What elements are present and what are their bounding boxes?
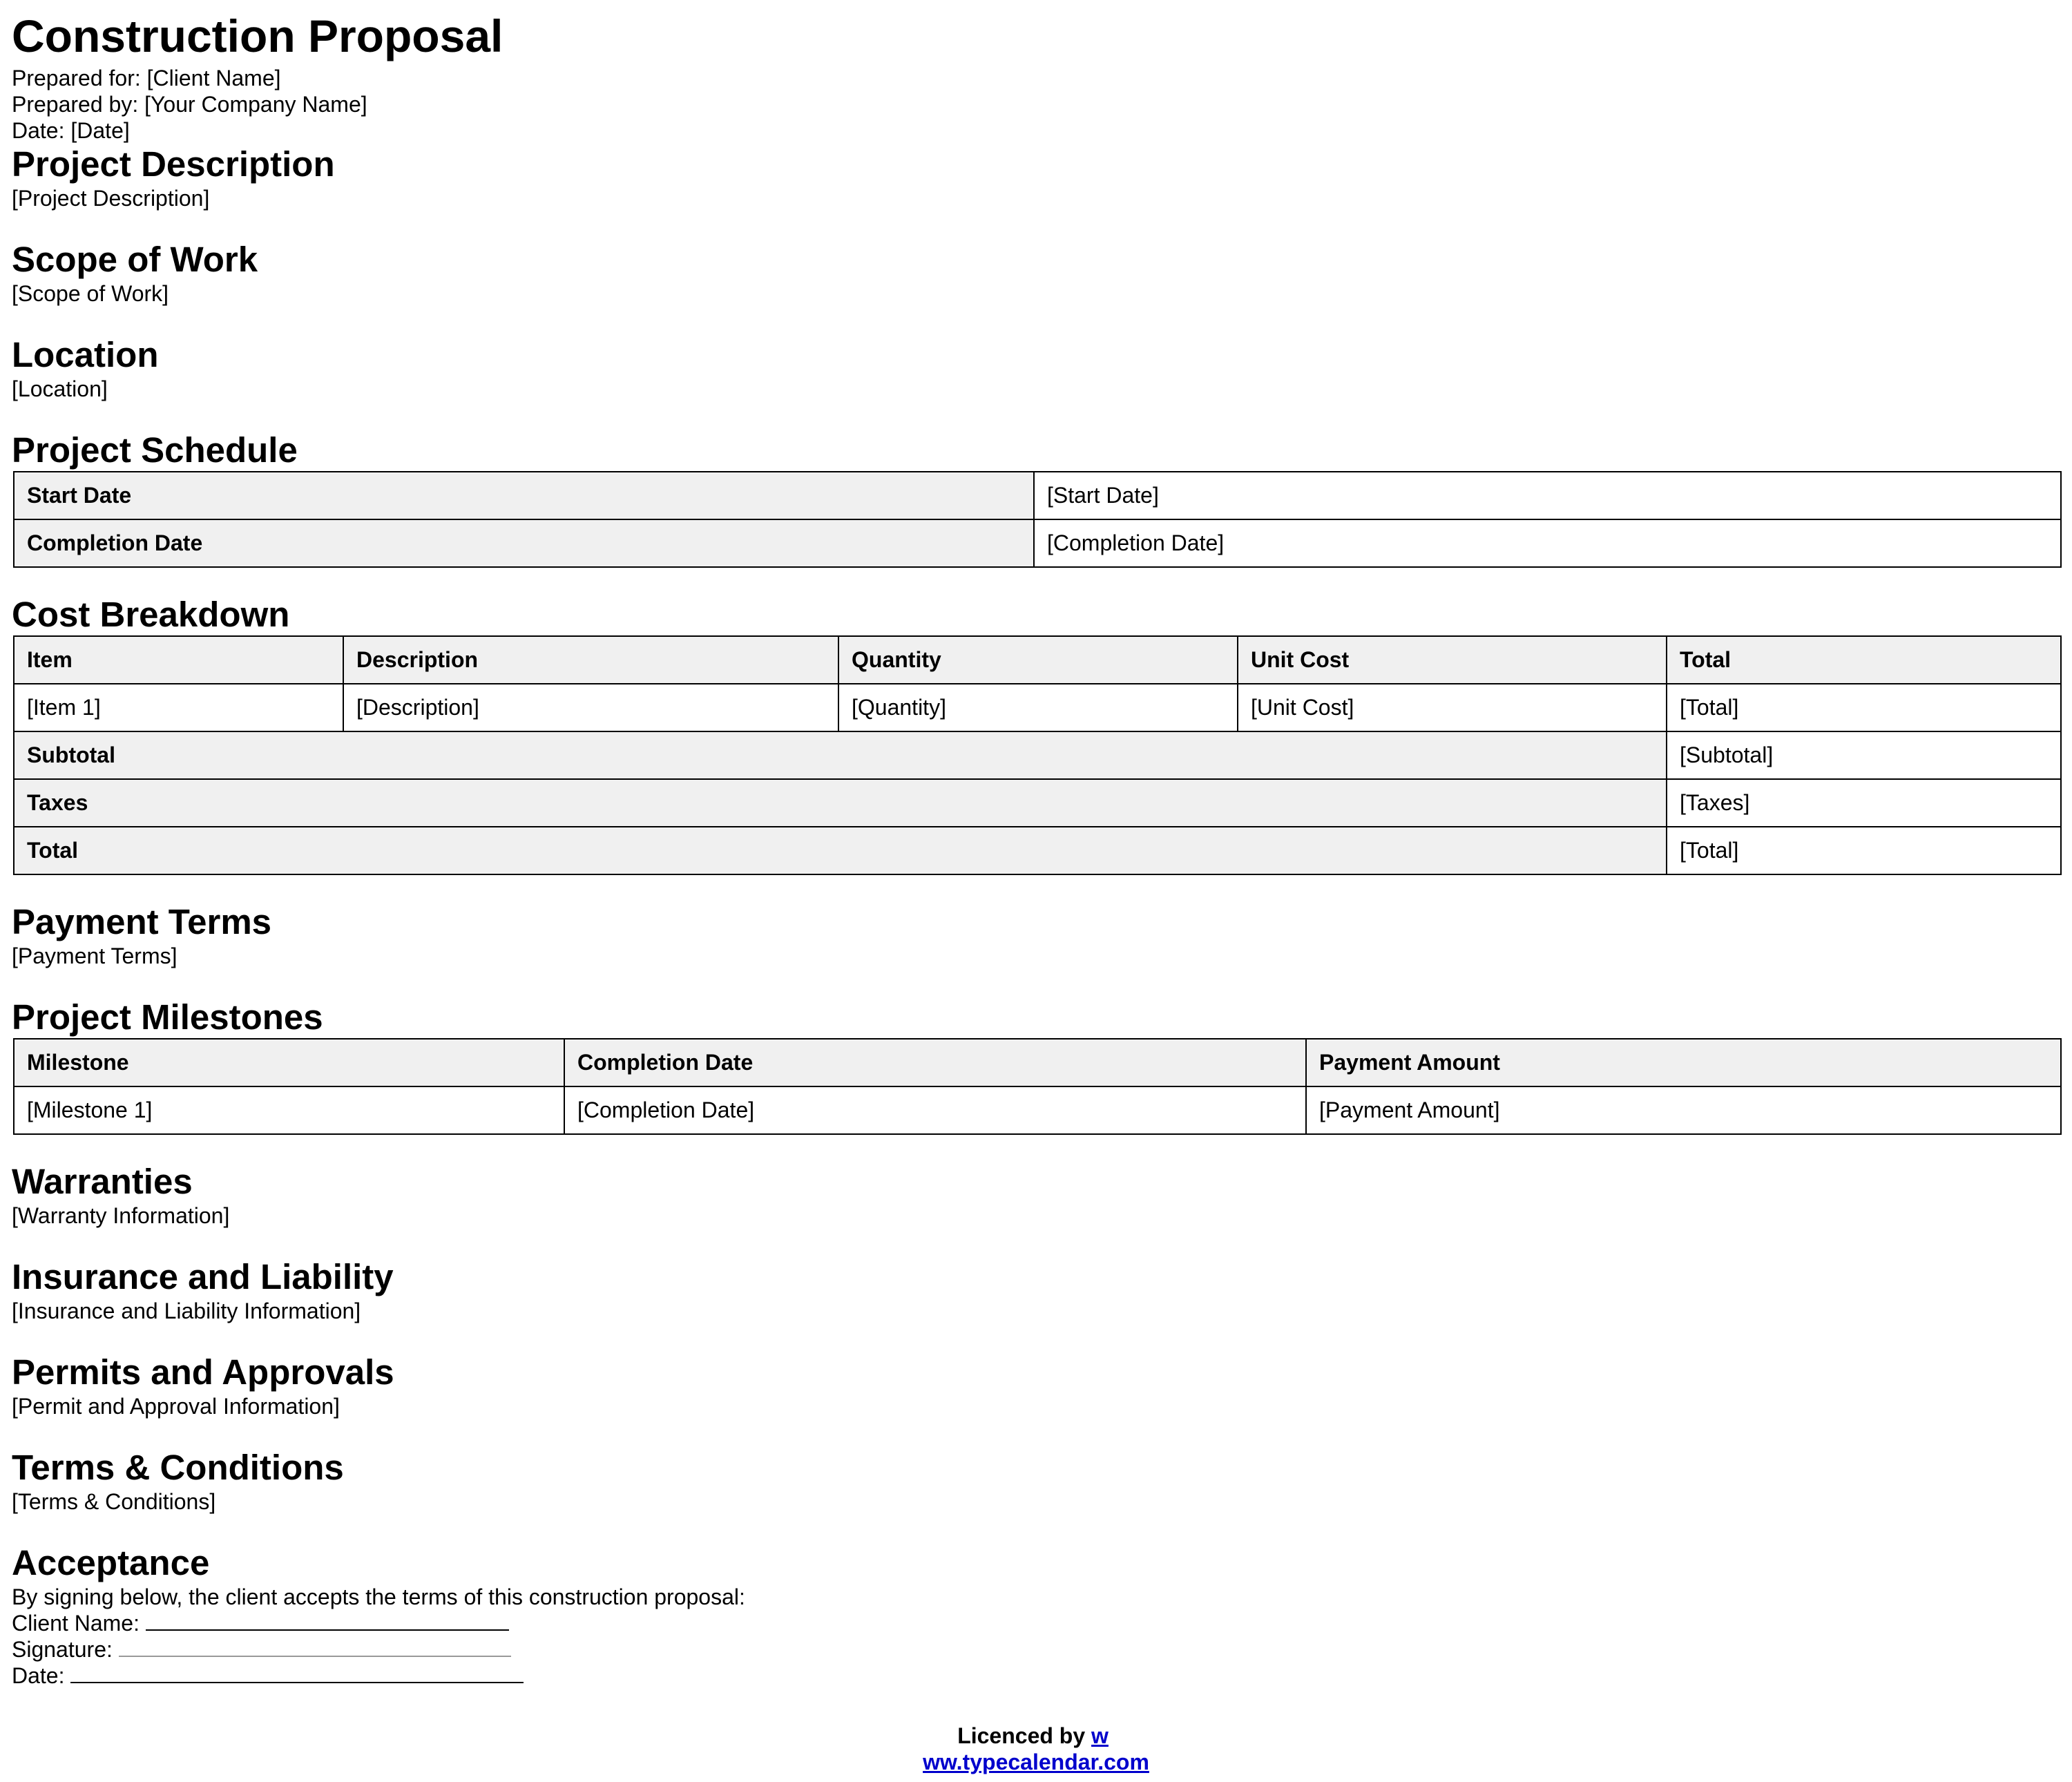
terms-heading: Terms & Conditions [12, 1448, 344, 1487]
column-header-item: Item [14, 636, 343, 684]
footer [0, 1723, 2072, 1775]
document-title: Construction Proposal [12, 10, 503, 61]
location-text: [Location] [12, 376, 108, 401]
project-description-heading: Project Description [12, 144, 335, 184]
location-heading: Location [12, 335, 159, 374]
licence-link-part1[interactable]: w [1091, 1723, 1109, 1748]
schedule-table [13, 471, 2062, 568]
total-label: Total [14, 827, 1667, 874]
signature-label: Signature: [12, 1637, 113, 1662]
milestones-table [13, 1038, 2062, 1135]
project-description-text: [Project Description] [12, 186, 210, 211]
table-row [14, 1086, 2061, 1134]
table-cell: [Milestone 1] [14, 1086, 564, 1134]
payment-terms-heading: Payment Terms [12, 902, 272, 941]
warranties-heading: Warranties [12, 1162, 193, 1201]
client-name-line [12, 1610, 2060, 1636]
licence-link-part2[interactable]: ww.typecalendar.com [923, 1750, 1149, 1774]
proposal-document [12, 7, 2060, 1689]
taxes-row [14, 779, 2061, 827]
table-cell: [Unit Cost] [1238, 684, 1667, 731]
proposal-date: Date: [Date] [12, 118, 130, 143]
table-header-row [14, 636, 2061, 684]
table-cell: [Quantity] [838, 684, 1238, 731]
completion-date-value: [Completion Date] [1034, 519, 2061, 567]
subtotal-value: [Subtotal] [1667, 731, 2061, 779]
column-header-milestone: Milestone [14, 1039, 564, 1086]
licence-line [0, 1723, 2072, 1749]
column-header-unit-cost: Unit Cost [1238, 636, 1667, 684]
licenced-by-text: Licenced by [957, 1723, 1086, 1748]
column-header-total: Total [1667, 636, 2061, 684]
acceptance-intro: By signing below, the client accepts the terms of this construction proposal: [12, 1584, 745, 1609]
milestones-heading: Project Milestones [12, 997, 323, 1037]
prepared-by: Prepared by: [Your Company Name] [12, 92, 367, 117]
cost-heading: Cost Breakdown [12, 595, 290, 634]
column-header-completion-date: Completion Date [564, 1039, 1306, 1086]
table-row [14, 472, 2061, 519]
table-cell: [Item 1] [14, 684, 343, 731]
column-header-payment-amount: Payment Amount [1306, 1039, 2061, 1086]
cost-table [13, 635, 2062, 875]
licence-url-line [0, 1749, 2072, 1775]
subtotal-row [14, 731, 2061, 779]
schedule-heading: Project Schedule [12, 430, 298, 470]
table-cell: [Total] [1667, 684, 2061, 731]
permits-text: [Permit and Approval Information] [12, 1394, 340, 1419]
prepared-for: Prepared for: [Client Name] [12, 66, 281, 90]
scope-heading: Scope of Work [12, 240, 258, 279]
date-label: Date: [12, 1663, 65, 1688]
table-row [14, 519, 2061, 567]
signature-line [12, 1636, 2060, 1663]
client-name-field[interactable] [146, 1610, 509, 1631]
table-cell: [Completion Date] [564, 1086, 1306, 1134]
column-header-description: Description [343, 636, 838, 684]
total-row [14, 827, 2061, 874]
taxes-label: Taxes [14, 779, 1667, 827]
completion-date-label: Completion Date [14, 519, 1034, 567]
table-header-row [14, 1039, 2061, 1086]
date-field[interactable] [70, 1663, 524, 1683]
acceptance-heading: Acceptance [12, 1543, 210, 1582]
signature-field[interactable] [119, 1636, 511, 1657]
start-date-value: [Start Date] [1034, 472, 2061, 519]
scope-text: [Scope of Work] [12, 281, 169, 306]
insurance-text: [Insurance and Liability Information] [12, 1299, 361, 1323]
table-cell: [Payment Amount] [1306, 1086, 2061, 1134]
start-date-label: Start Date [14, 472, 1034, 519]
table-row [14, 684, 2061, 731]
client-name-label: Client Name: [12, 1611, 140, 1636]
date-line [12, 1663, 2060, 1689]
permits-heading: Permits and Approvals [12, 1352, 394, 1392]
subtotal-label: Subtotal [14, 731, 1667, 779]
insurance-heading: Insurance and Liability [12, 1257, 394, 1296]
warranties-text: [Warranty Information] [12, 1203, 230, 1228]
total-value: [Total] [1667, 827, 2061, 874]
payment-terms-text: [Payment Terms] [12, 943, 178, 968]
table-cell: [Description] [343, 684, 838, 731]
column-header-quantity: Quantity [838, 636, 1238, 684]
terms-text: [Terms & Conditions] [12, 1489, 216, 1514]
taxes-value: [Taxes] [1667, 779, 2061, 827]
